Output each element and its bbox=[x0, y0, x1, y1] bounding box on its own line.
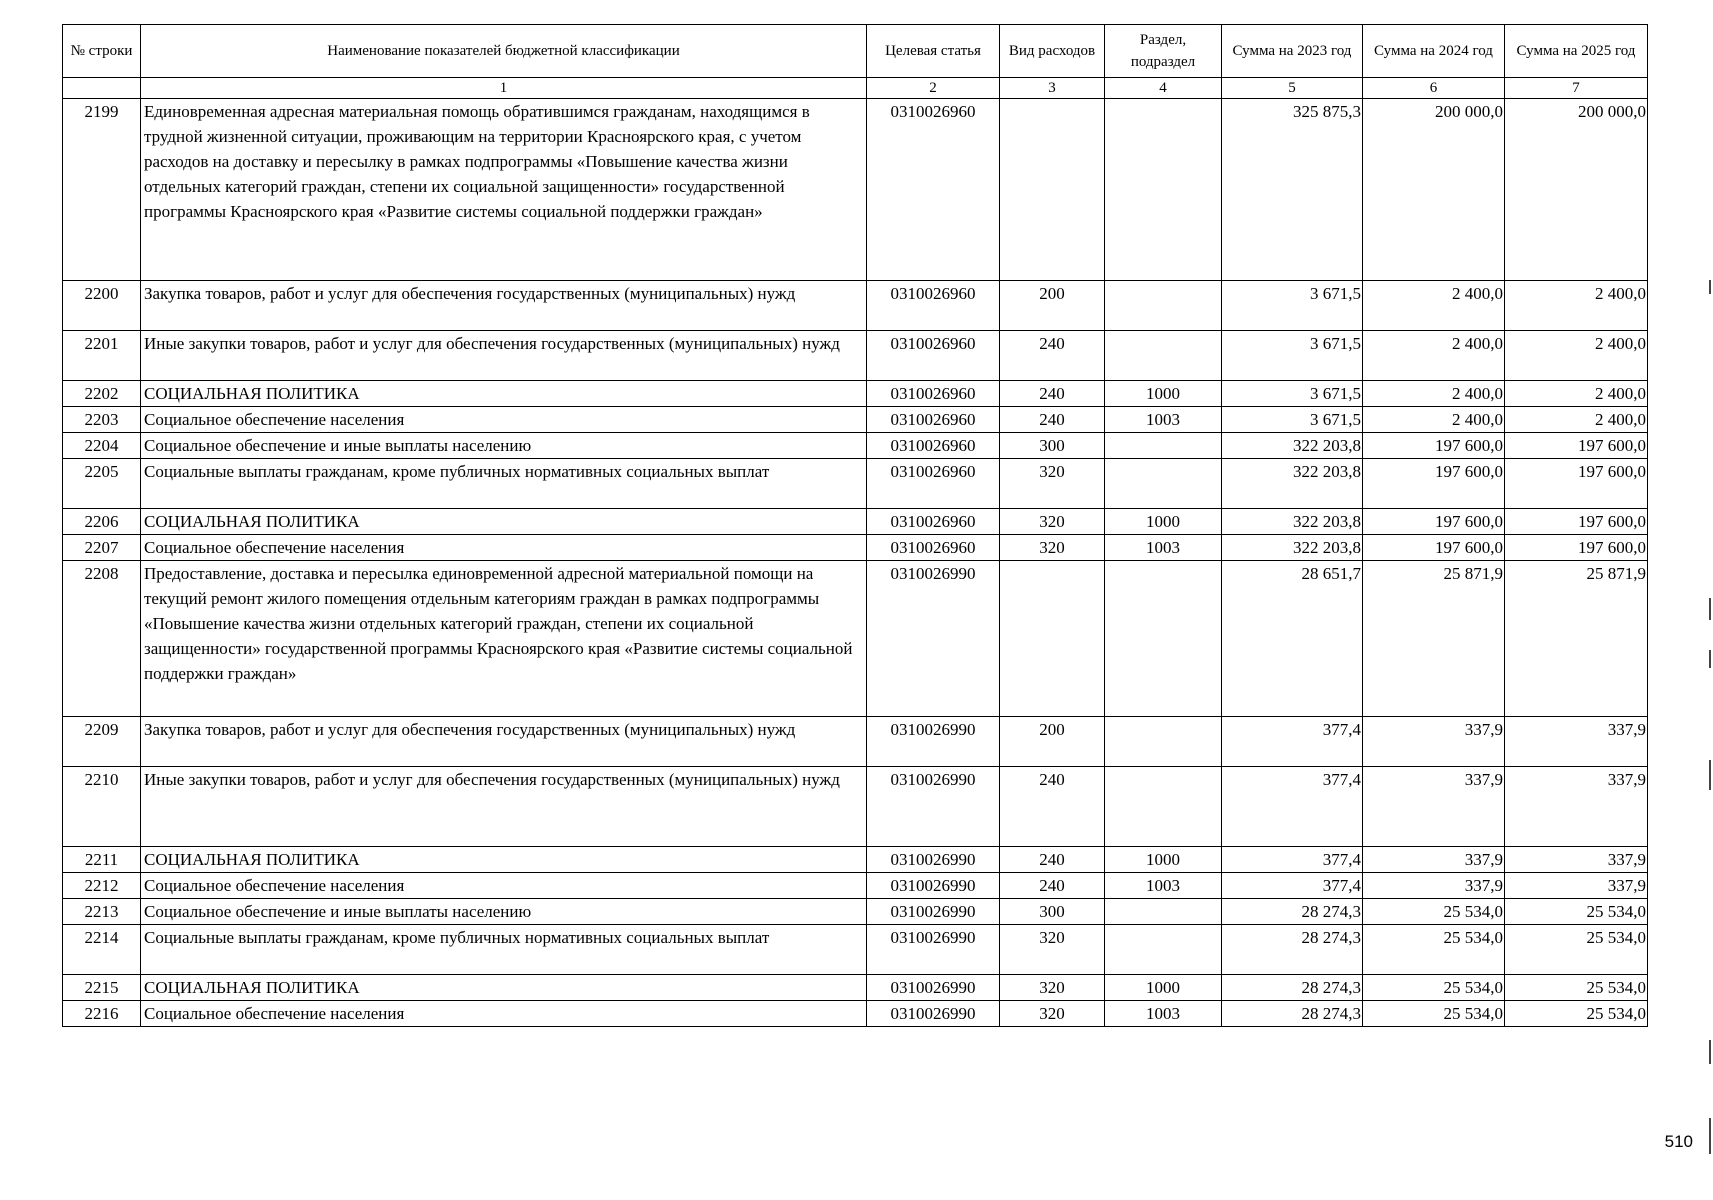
scan-edge-marks bbox=[1703, 0, 1713, 1200]
section-cell bbox=[1105, 433, 1222, 459]
sum-2024-cell: 2 400,0 bbox=[1363, 281, 1505, 331]
expense-type-cell: 300 bbox=[1000, 433, 1105, 459]
sum-2025-cell: 25 534,0 bbox=[1505, 899, 1648, 925]
indicator-name-cell: Социальное обеспечение населения bbox=[141, 873, 867, 899]
indicator-name-cell: Закупка товаров, работ и услуг для обеспечения государственных (муниципальных) нужд bbox=[141, 281, 867, 331]
expense-type-cell: 320 bbox=[1000, 1001, 1105, 1027]
row-number-cell: 2208 bbox=[63, 561, 141, 717]
table-row bbox=[63, 899, 1648, 925]
row-number-cell: 2209 bbox=[63, 717, 141, 767]
table-row bbox=[63, 535, 1648, 561]
table-row bbox=[63, 873, 1648, 899]
expense-type-cell: 240 bbox=[1000, 331, 1105, 381]
header-target-article: Целевая статья bbox=[867, 25, 1000, 78]
sum-2025-cell: 197 600,0 bbox=[1505, 459, 1648, 509]
target-article-cell: 0310026960 bbox=[867, 459, 1000, 509]
table-row bbox=[63, 381, 1648, 407]
sum-2024-cell: 197 600,0 bbox=[1363, 509, 1505, 535]
column-number: 7 bbox=[1505, 78, 1648, 99]
indicator-name-cell: Социальное обеспечение населения bbox=[141, 407, 867, 433]
expense-type-cell: 240 bbox=[1000, 381, 1105, 407]
section-cell bbox=[1105, 925, 1222, 975]
sum-2025-cell: 197 600,0 bbox=[1505, 535, 1648, 561]
section-cell: 1000 bbox=[1105, 381, 1222, 407]
sum-2024-cell: 2 400,0 bbox=[1363, 381, 1505, 407]
sum-2023-cell: 28 274,3 bbox=[1222, 925, 1363, 975]
target-article-cell: 0310026960 bbox=[867, 99, 1000, 281]
target-article-cell: 0310026990 bbox=[867, 873, 1000, 899]
target-article-cell: 0310026960 bbox=[867, 433, 1000, 459]
indicator-name-cell: СОЦИАЛЬНАЯ ПОЛИТИКА bbox=[141, 509, 867, 535]
sum-2024-cell: 337,9 bbox=[1363, 767, 1505, 847]
expense-type-cell: 320 bbox=[1000, 459, 1105, 509]
sum-2025-cell: 25 871,9 bbox=[1505, 561, 1648, 717]
table-row bbox=[63, 407, 1648, 433]
sum-2025-cell: 337,9 bbox=[1505, 767, 1648, 847]
sum-2023-cell: 325 875,3 bbox=[1222, 99, 1363, 281]
indicator-name-cell: Социальное обеспечение и иные выплаты населению bbox=[141, 433, 867, 459]
sum-2023-cell: 377,4 bbox=[1222, 847, 1363, 873]
section-cell bbox=[1105, 459, 1222, 509]
sum-2023-cell: 3 671,5 bbox=[1222, 331, 1363, 381]
table-row bbox=[63, 925, 1648, 975]
target-article-cell: 0310026990 bbox=[867, 847, 1000, 873]
indicator-name-cell: Социальное обеспечение и иные выплаты населению bbox=[141, 899, 867, 925]
row-number-cell: 2213 bbox=[63, 899, 141, 925]
expense-type-cell: 240 bbox=[1000, 407, 1105, 433]
sum-2024-cell: 2 400,0 bbox=[1363, 331, 1505, 381]
indicator-name-cell: Единовременная адресная материальная помощь обратившимся гражданам, находящимся в трудной жизненной ситуации, проживающим на территории Красноярского края, с учетом расходов на доставку и пересылку в рамках подпрограммы «Повышение качества жизни отдельных категорий граждан, степени их социальной защищенности» государственной программы Красноярского края «Развитие системы социальной поддержки граждан» bbox=[141, 99, 867, 281]
sum-2025-cell: 337,9 bbox=[1505, 873, 1648, 899]
header-section: Раздел, подраздел bbox=[1105, 25, 1222, 78]
sum-2025-cell: 2 400,0 bbox=[1505, 331, 1648, 381]
section-cell bbox=[1105, 561, 1222, 717]
indicator-name-cell: Социальное обеспечение населения bbox=[141, 535, 867, 561]
row-number-cell: 2203 bbox=[63, 407, 141, 433]
row-number-cell: 2210 bbox=[63, 767, 141, 847]
section-cell: 1003 bbox=[1105, 873, 1222, 899]
target-article-cell: 0310026960 bbox=[867, 509, 1000, 535]
column-number-row bbox=[63, 78, 1648, 99]
expense-type-cell: 240 bbox=[1000, 847, 1105, 873]
table-row bbox=[63, 717, 1648, 767]
sum-2023-cell: 3 671,5 bbox=[1222, 281, 1363, 331]
target-article-cell: 0310026990 bbox=[867, 899, 1000, 925]
section-cell: 1000 bbox=[1105, 509, 1222, 535]
indicator-name-cell: Социальные выплаты гражданам, кроме публичных нормативных социальных выплат bbox=[141, 459, 867, 509]
sum-2023-cell: 322 203,8 bbox=[1222, 459, 1363, 509]
row-number-cell: 2205 bbox=[63, 459, 141, 509]
target-article-cell: 0310026960 bbox=[867, 381, 1000, 407]
header-expense-type: Вид расходов bbox=[1000, 25, 1105, 78]
sum-2024-cell: 197 600,0 bbox=[1363, 433, 1505, 459]
table-row bbox=[63, 99, 1648, 281]
table-row bbox=[63, 281, 1648, 331]
sum-2024-cell: 2 400,0 bbox=[1363, 407, 1505, 433]
expense-type-cell: 320 bbox=[1000, 925, 1105, 975]
indicator-name-cell: СОЦИАЛЬНАЯ ПОЛИТИКА bbox=[141, 847, 867, 873]
sum-2023-cell: 3 671,5 bbox=[1222, 381, 1363, 407]
section-cell: 1000 bbox=[1105, 975, 1222, 1001]
column-number: 1 bbox=[141, 78, 867, 99]
indicator-name-cell: Предоставление, доставка и пересылка единовременной адресной материальной помощи на текущий ремонт жилого помещения отдельным категориям граждан в рамках подпрограммы «Повышение качества жизни отдельных категорий граждан, степени их социальной защищенности» государственной программы Красноярского края «Развитие системы социальной поддержки граждан» bbox=[141, 561, 867, 717]
sum-2023-cell: 3 671,5 bbox=[1222, 407, 1363, 433]
table-row bbox=[63, 331, 1648, 381]
sum-2024-cell: 25 534,0 bbox=[1363, 975, 1505, 1001]
expense-type-cell: 200 bbox=[1000, 717, 1105, 767]
row-number-cell: 2215 bbox=[63, 975, 141, 1001]
column-number bbox=[63, 78, 141, 99]
target-article-cell: 0310026990 bbox=[867, 925, 1000, 975]
sum-2025-cell: 25 534,0 bbox=[1505, 975, 1648, 1001]
header-sum-2024: Сумма на 2024 год bbox=[1363, 25, 1505, 78]
target-article-cell: 0310026960 bbox=[867, 281, 1000, 331]
expense-type-cell bbox=[1000, 561, 1105, 717]
sum-2023-cell: 377,4 bbox=[1222, 767, 1363, 847]
header-row bbox=[63, 25, 1648, 78]
sum-2025-cell: 25 534,0 bbox=[1505, 1001, 1648, 1027]
sum-2025-cell: 2 400,0 bbox=[1505, 281, 1648, 331]
indicator-name-cell: Социальное обеспечение населения bbox=[141, 1001, 867, 1027]
expense-type-cell: 240 bbox=[1000, 767, 1105, 847]
sum-2023-cell: 28 274,3 bbox=[1222, 975, 1363, 1001]
sum-2023-cell: 322 203,8 bbox=[1222, 535, 1363, 561]
header-sum-2023: Сумма на 2023 год bbox=[1222, 25, 1363, 78]
expense-type-cell: 300 bbox=[1000, 899, 1105, 925]
row-number-cell: 2206 bbox=[63, 509, 141, 535]
column-number: 2 bbox=[867, 78, 1000, 99]
header-sum-2025: Сумма на 2025 год bbox=[1505, 25, 1648, 78]
column-number: 6 bbox=[1363, 78, 1505, 99]
row-number-cell: 2214 bbox=[63, 925, 141, 975]
expense-type-cell: 320 bbox=[1000, 535, 1105, 561]
sum-2023-cell: 377,4 bbox=[1222, 873, 1363, 899]
sum-2024-cell: 197 600,0 bbox=[1363, 459, 1505, 509]
header-indicator-name: Наименование показателей бюджетной классификации bbox=[141, 25, 867, 78]
indicator-name-cell: Иные закупки товаров, работ и услуг для обеспечения государственных (муниципальных) нужд bbox=[141, 767, 867, 847]
column-number: 4 bbox=[1105, 78, 1222, 99]
table-row bbox=[63, 433, 1648, 459]
sum-2024-cell: 197 600,0 bbox=[1363, 535, 1505, 561]
column-number: 3 bbox=[1000, 78, 1105, 99]
indicator-name-cell: СОЦИАЛЬНАЯ ПОЛИТИКА bbox=[141, 381, 867, 407]
section-cell: 1003 bbox=[1105, 535, 1222, 561]
row-number-cell: 2201 bbox=[63, 331, 141, 381]
sum-2024-cell: 337,9 bbox=[1363, 717, 1505, 767]
sum-2024-cell: 25 871,9 bbox=[1363, 561, 1505, 717]
budget-table bbox=[62, 24, 1648, 1027]
target-article-cell: 0310026990 bbox=[867, 975, 1000, 1001]
section-cell: 1000 bbox=[1105, 847, 1222, 873]
section-cell bbox=[1105, 717, 1222, 767]
page-number: 510 bbox=[1664, 1132, 1693, 1151]
section-cell bbox=[1105, 331, 1222, 381]
row-number-cell: 2202 bbox=[63, 381, 141, 407]
sum-2025-cell: 25 534,0 bbox=[1505, 925, 1648, 975]
sum-2025-cell: 2 400,0 bbox=[1505, 381, 1648, 407]
section-cell bbox=[1105, 767, 1222, 847]
row-number-cell: 2207 bbox=[63, 535, 141, 561]
indicator-name-cell: Иные закупки товаров, работ и услуг для обеспечения государственных (муниципальных) нужд bbox=[141, 331, 867, 381]
sum-2024-cell: 25 534,0 bbox=[1363, 925, 1505, 975]
row-number-cell: 2216 bbox=[63, 1001, 141, 1027]
sum-2025-cell: 200 000,0 bbox=[1505, 99, 1648, 281]
expense-type-cell: 200 bbox=[1000, 281, 1105, 331]
sum-2023-cell: 28 274,3 bbox=[1222, 1001, 1363, 1027]
section-cell bbox=[1105, 899, 1222, 925]
column-number: 5 bbox=[1222, 78, 1363, 99]
row-number-cell: 2199 bbox=[63, 99, 141, 281]
sum-2025-cell: 337,9 bbox=[1505, 847, 1648, 873]
sum-2023-cell: 377,4 bbox=[1222, 717, 1363, 767]
section-cell bbox=[1105, 281, 1222, 331]
row-number-cell: 2204 bbox=[63, 433, 141, 459]
target-article-cell: 0310026990 bbox=[867, 561, 1000, 717]
target-article-cell: 0310026990 bbox=[867, 767, 1000, 847]
sum-2025-cell: 337,9 bbox=[1505, 717, 1648, 767]
sum-2023-cell: 322 203,8 bbox=[1222, 433, 1363, 459]
sum-2025-cell: 197 600,0 bbox=[1505, 433, 1648, 459]
header-row-number: № строки bbox=[63, 25, 141, 78]
sum-2024-cell: 337,9 bbox=[1363, 873, 1505, 899]
sum-2024-cell: 337,9 bbox=[1363, 847, 1505, 873]
indicator-name-cell: Социальные выплаты гражданам, кроме публичных нормативных социальных выплат bbox=[141, 925, 867, 975]
table-row bbox=[63, 847, 1648, 873]
target-article-cell: 0310026960 bbox=[867, 535, 1000, 561]
table-row bbox=[63, 561, 1648, 717]
sum-2024-cell: 25 534,0 bbox=[1363, 899, 1505, 925]
sum-2024-cell: 200 000,0 bbox=[1363, 99, 1505, 281]
table-row bbox=[63, 509, 1648, 535]
sum-2023-cell: 28 651,7 bbox=[1222, 561, 1363, 717]
row-number-cell: 2211 bbox=[63, 847, 141, 873]
table-row bbox=[63, 975, 1648, 1001]
table-body bbox=[63, 78, 1648, 1027]
target-article-cell: 0310026960 bbox=[867, 331, 1000, 381]
row-number-cell: 2200 bbox=[63, 281, 141, 331]
target-article-cell: 0310026990 bbox=[867, 717, 1000, 767]
sum-2023-cell: 322 203,8 bbox=[1222, 509, 1363, 535]
table-row bbox=[63, 1001, 1648, 1027]
row-number-cell: 2212 bbox=[63, 873, 141, 899]
table-row bbox=[63, 767, 1648, 847]
section-cell: 1003 bbox=[1105, 1001, 1222, 1027]
section-cell: 1003 bbox=[1105, 407, 1222, 433]
expense-type-cell: 320 bbox=[1000, 975, 1105, 1001]
sum-2024-cell: 25 534,0 bbox=[1363, 1001, 1505, 1027]
sum-2025-cell: 2 400,0 bbox=[1505, 407, 1648, 433]
section-cell bbox=[1105, 99, 1222, 281]
expense-type-cell: 320 bbox=[1000, 509, 1105, 535]
sum-2025-cell: 197 600,0 bbox=[1505, 509, 1648, 535]
expense-type-cell bbox=[1000, 99, 1105, 281]
indicator-name-cell: СОЦИАЛЬНАЯ ПОЛИТИКА bbox=[141, 975, 867, 1001]
target-article-cell: 0310026990 bbox=[867, 1001, 1000, 1027]
target-article-cell: 0310026960 bbox=[867, 407, 1000, 433]
expense-type-cell: 240 bbox=[1000, 873, 1105, 899]
sum-2023-cell: 28 274,3 bbox=[1222, 899, 1363, 925]
table-row bbox=[63, 459, 1648, 509]
indicator-name-cell: Закупка товаров, работ и услуг для обеспечения государственных (муниципальных) нужд bbox=[141, 717, 867, 767]
